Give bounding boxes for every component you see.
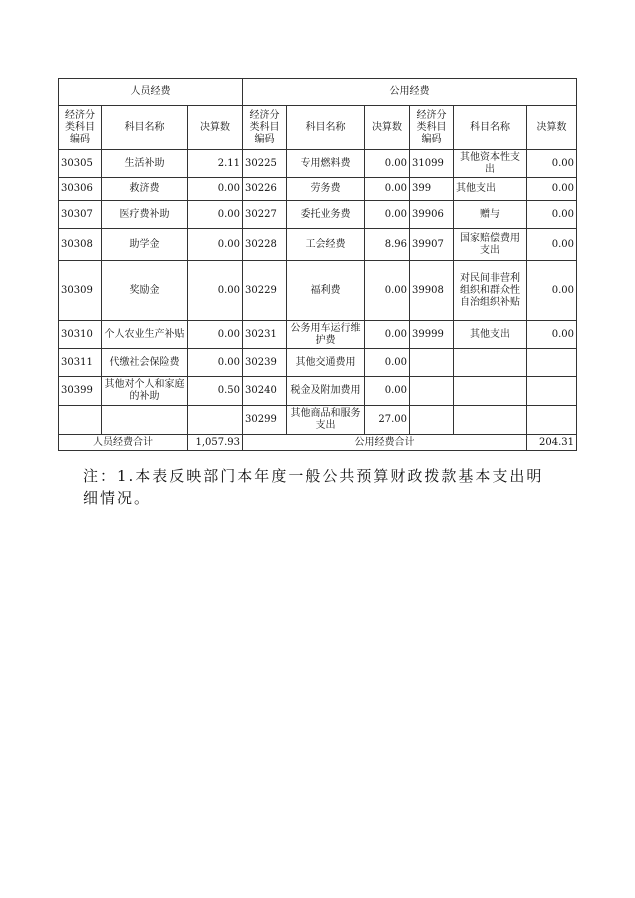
col-header-name: 科目名称 xyxy=(287,106,365,150)
public-total-label: 公用经费合计 xyxy=(243,435,527,451)
personnel-amount: 0.00 xyxy=(188,261,243,321)
section-personnel-header: 人员经费 xyxy=(59,79,243,106)
public-name: 工会经费 xyxy=(287,229,365,261)
public-code-2: 39906 xyxy=(410,201,454,229)
col-header-code: 经济分类科目编码 xyxy=(59,106,102,150)
public-name-2: 对民间非营利组织和群众性自治组织补贴 xyxy=(454,261,527,321)
public-amount: 0.00 xyxy=(365,349,410,377)
public-name-2: 国家赔偿费用支出 xyxy=(454,229,527,261)
public-code-2 xyxy=(410,406,454,435)
personnel-code: 30399 xyxy=(59,377,102,406)
basic-expenditure-table xyxy=(58,78,577,451)
personnel-amount: 0.50 xyxy=(188,377,243,406)
public-total-value: 204.31 xyxy=(527,435,577,451)
personnel-amount xyxy=(188,406,243,435)
personnel-name: 代缴社会保险费 xyxy=(102,349,188,377)
personnel-name: 个人农业生产补贴 xyxy=(102,321,188,349)
public-amount-2 xyxy=(527,349,577,377)
personnel-amount: 0.00 xyxy=(188,229,243,261)
public-name: 公务用车运行维护费 xyxy=(287,321,365,349)
personnel-name: 助学金 xyxy=(102,229,188,261)
personnel-name: 医疗费补助 xyxy=(102,201,188,229)
public-amount-2: 0.00 xyxy=(527,261,577,321)
personnel-code: 30307 xyxy=(59,201,102,229)
col-header-name: 科目名称 xyxy=(102,106,188,150)
public-name-2 xyxy=(454,377,527,406)
personnel-code: 30309 xyxy=(59,261,102,321)
personnel-code: 30305 xyxy=(59,150,102,178)
public-code: 30226 xyxy=(243,178,287,201)
col-header-amount: 决算数 xyxy=(188,106,243,150)
table-row xyxy=(59,261,577,321)
public-name-2 xyxy=(454,406,527,435)
public-name: 劳务费 xyxy=(287,178,365,201)
public-amount-2 xyxy=(527,377,577,406)
public-code-2: 39999 xyxy=(410,321,454,349)
public-name: 其他商品和服务支出 xyxy=(287,406,365,435)
public-amount: 0.00 xyxy=(365,261,410,321)
personnel-name xyxy=(102,406,188,435)
public-amount: 0.00 xyxy=(365,321,410,349)
public-amount-2 xyxy=(527,406,577,435)
table-row xyxy=(59,150,577,178)
public-name-2 xyxy=(454,349,527,377)
table-row xyxy=(59,349,577,377)
col-header-code: 经济分类科目编码 xyxy=(410,106,454,150)
public-amount-2: 0.00 xyxy=(527,178,577,201)
public-amount: 0.00 xyxy=(365,178,410,201)
personnel-code: 30311 xyxy=(59,349,102,377)
public-name-2: 其他支出 xyxy=(454,321,527,349)
table-row xyxy=(59,229,577,261)
table-row xyxy=(59,377,577,406)
table-row xyxy=(59,321,577,349)
col-header-code: 经济分类科目编码 xyxy=(243,106,287,150)
public-amount-2: 0.00 xyxy=(527,229,577,261)
personnel-name: 奖励金 xyxy=(102,261,188,321)
col-header-name: 科目名称 xyxy=(454,106,527,150)
public-code-2: 39907 xyxy=(410,229,454,261)
public-amount: 0.00 xyxy=(365,377,410,406)
public-code: 30231 xyxy=(243,321,287,349)
public-code: 30227 xyxy=(243,201,287,229)
public-name-2: 其他支出 xyxy=(454,178,527,201)
public-amount: 8.96 xyxy=(365,229,410,261)
public-name-2: 赠与 xyxy=(454,201,527,229)
personnel-code xyxy=(59,406,102,435)
public-amount: 0.00 xyxy=(365,201,410,229)
public-code-2 xyxy=(410,377,454,406)
table-row xyxy=(59,178,577,201)
public-code: 30229 xyxy=(243,261,287,321)
public-amount: 27.00 xyxy=(365,406,410,435)
public-amount-2: 0.00 xyxy=(527,321,577,349)
personnel-code: 30310 xyxy=(59,321,102,349)
personnel-amount: 0.00 xyxy=(188,321,243,349)
personnel-code: 30306 xyxy=(59,178,102,201)
totals-row xyxy=(59,435,577,451)
public-code-2 xyxy=(410,349,454,377)
public-name: 专用燃料费 xyxy=(287,150,365,178)
public-amount: 0.00 xyxy=(365,150,410,178)
public-name: 福利费 xyxy=(287,261,365,321)
personnel-amount: 2.11 xyxy=(188,150,243,178)
personnel-amount: 0.00 xyxy=(188,178,243,201)
personnel-amount: 0.00 xyxy=(188,349,243,377)
public-amount-2: 0.00 xyxy=(527,150,577,178)
public-code: 30228 xyxy=(243,229,287,261)
table-row xyxy=(59,406,577,435)
table-row xyxy=(59,201,577,229)
public-code: 30240 xyxy=(243,377,287,406)
personnel-name: 救济费 xyxy=(102,178,188,201)
public-name: 税金及附加费用 xyxy=(287,377,365,406)
personnel-name: 其他对个人和家庭的补助 xyxy=(102,377,188,406)
personnel-amount: 0.00 xyxy=(188,201,243,229)
personnel-name: 生活补助 xyxy=(102,150,188,178)
col-header-amount: 决算数 xyxy=(527,106,577,150)
public-code: 30239 xyxy=(243,349,287,377)
public-name: 委托业务费 xyxy=(287,201,365,229)
personnel-code: 30308 xyxy=(59,229,102,261)
section-public-header: 公用经费 xyxy=(243,79,577,106)
public-code-2: 39908 xyxy=(410,261,454,321)
personnel-total-label: 人员经费合计 xyxy=(59,435,188,451)
public-code: 30225 xyxy=(243,150,287,178)
table-note: 注：1.本表反映部门本年度一般公共预算财政拨款基本支出明细情况。 xyxy=(83,467,544,507)
public-amount-2: 0.00 xyxy=(527,201,577,229)
public-code-2: 399 xyxy=(410,178,454,201)
public-code-2: 31099 xyxy=(410,150,454,178)
public-name: 其他交通费用 xyxy=(287,349,365,377)
public-code: 30299 xyxy=(243,406,287,435)
col-header-amount: 决算数 xyxy=(365,106,410,150)
public-name-2: 其他资本性支出 xyxy=(454,150,527,178)
personnel-total-value: 1,057.93 xyxy=(188,435,243,451)
